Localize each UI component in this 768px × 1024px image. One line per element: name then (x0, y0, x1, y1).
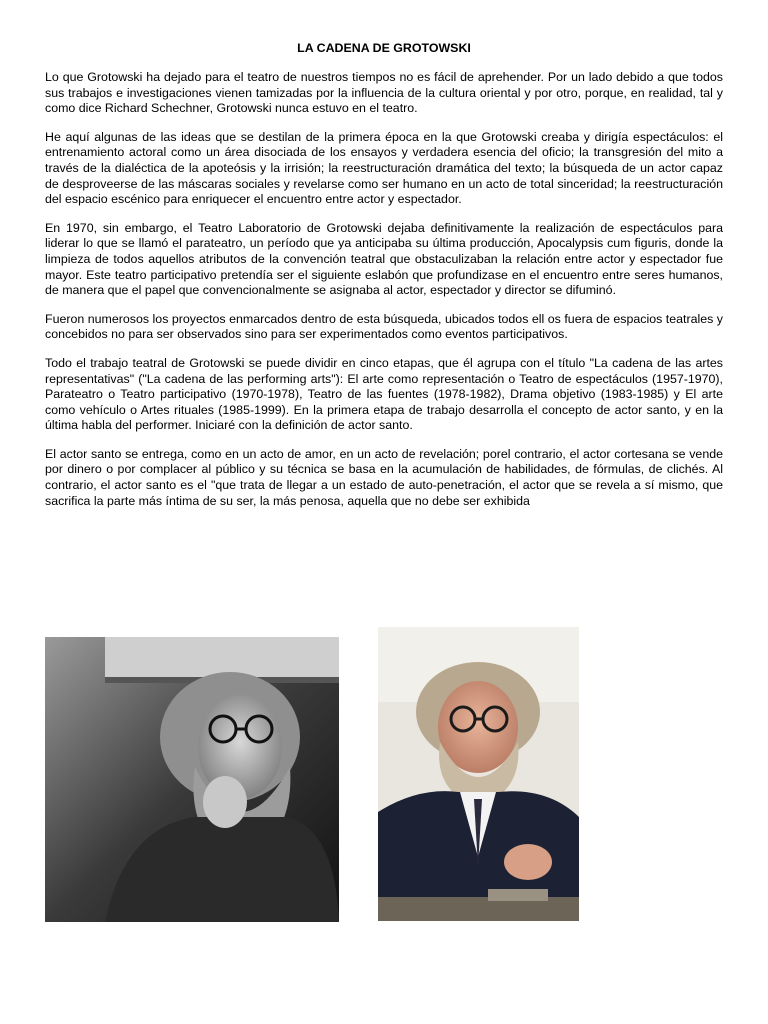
paragraph-4: Fueron numerosos los proyectos enmarcados dentro de esta búsqueda, ubicados todos ell os fuera de espacios teatrales y concebidos no para ser observados sino para ser experimentados como eventos participativos. (45, 311, 723, 342)
grotowski-photo-bw (45, 637, 339, 922)
paragraph-6: El actor santo se entrega, como en un acto de amor, en un acto de revelación; porel contrario, el actor cortesana se vende por dinero o por complacer al público y su técnica se basa en la acumulación de habilidades, de fórmulas, de clichés. Al contrario, el actor santo es el "que trata de llegar a un estado de auto-penetración, el actor que se revela a sí mismo, que sacrifica la parte más íntima de su ser, la más penosa, aquella que no debe ser exhibida (45, 446, 723, 508)
document-title: LA CADENA DE GROTOWSKI (297, 41, 471, 55)
document-body (45, 40, 723, 522)
paragraph-2: He aquí algunas de las ideas que se destilan de la primera época en la que Grotowski creaba y dirigía espectáculos: el entrenamiento actoral como un área disociada de los ensayos y verdadera esencia del oficio; la transgresión del mito a través de la dialéctica de la apoteósis y la irrisión; la reestructuración dramática del texto; la búsqueda de un actor capaz de desproveerse de las máscaras sociales y revelarse como ser humano en un acto de total sinceridad; la reestructuración del espacio escénico para enriquecer el encuentro entre actor y espectador. (45, 129, 723, 207)
paragraph-5: Todo el trabajo teatral de Grotowski se puede dividir en cinco etapas, que él agrupa con el título "La cadena de las artes representativas" ("La cadena de las performing arts"): El arte como representación o Teatro de espectáculos (1957-1970), Parateatro o Teatro participativo (1970-1978), Teatro de las fuentes (1978-1982), Drama objetivo (1983-1985) y El arte como vehículo o Artes rituales (1985-1999). En la primera etapa de trabajo desarrolla el concepto de actor santo, y en la última habla del performer. Iniciaré con la definición de actor santo. (45, 355, 723, 433)
paragraph-1: Lo que Grotowski ha dejado para el teatro de nuestros tiempos no es fácil de aprehender. Por un lado debido a que todos sus trabajos e investigaciones vienen tamizadas por la influencia de la cultura oriental y por otro, porque, en realidad, tal y como dice Richard Schechner, Grotowski nunca estuvo en el teatro. (45, 70, 723, 116)
paragraph-3: En 1970, sin embargo, el Teatro Laboratorio de Grotowski dejaba definitivamente la realización de espectáculos para liderar lo que se llamó el parateatro, un período que ya anticipaba su última producción, Apocalypsis cum figuris, donde la limpieza de todos aquellos atributos de la convención teatral que obstaculizaban la relación entre actor y espectador fue mayor. Este teatro participativo pretendía ser el siguiente eslabón que profundizase en el encuentro entre seres humanos, de manera que el papel que convencionalmente se asignaba al actor, espectador y director se difuminó. (45, 220, 723, 298)
grotowski-photo-color (378, 627, 579, 921)
